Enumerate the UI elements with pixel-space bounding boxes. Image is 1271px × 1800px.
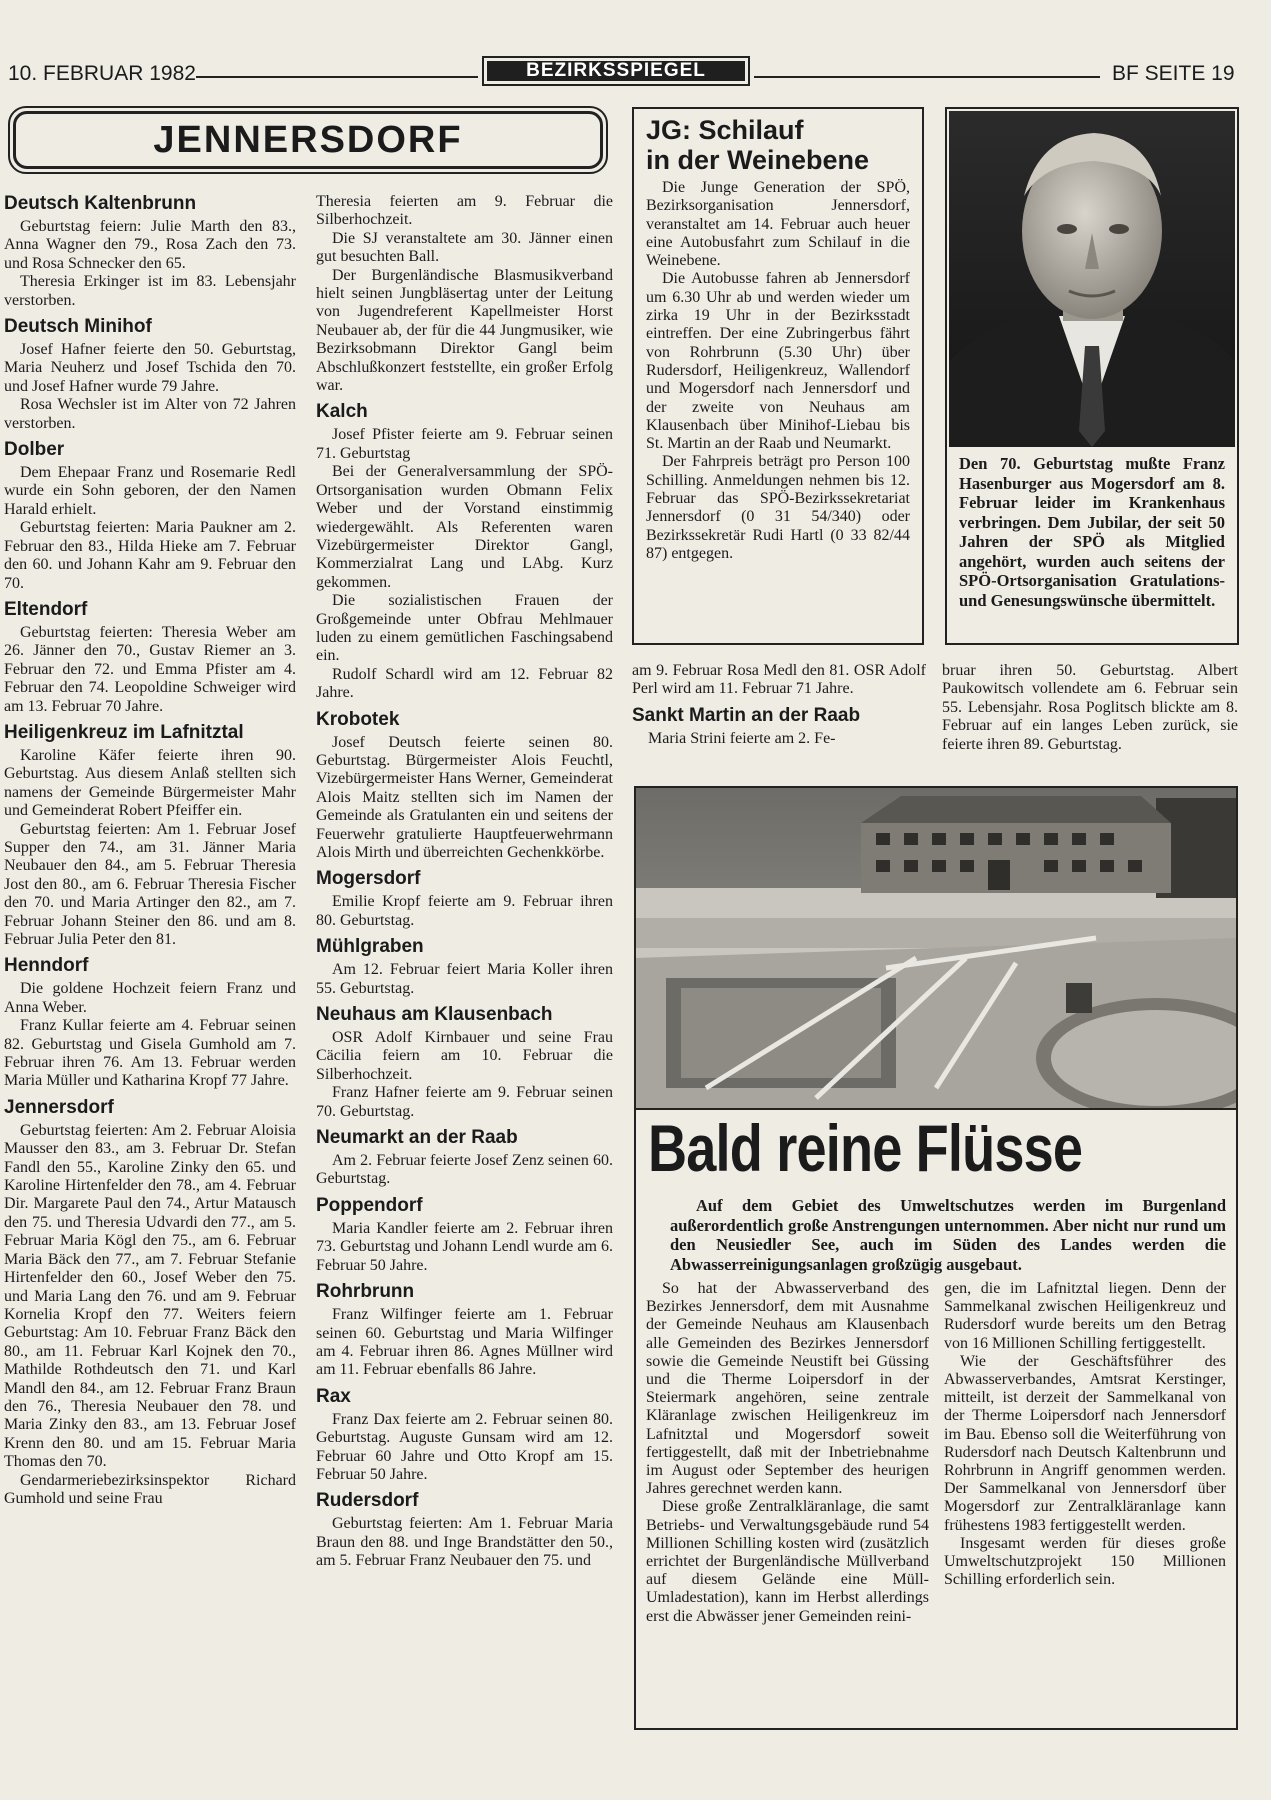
section-banner <box>482 56 750 86</box>
column-3-lower <box>632 662 926 748</box>
paragraph: OSR Adolf Kirnbauer und seine Frau Cäcilia feiern am 10. Februar die Silberhochzeit. <box>316 1029 613 1083</box>
section-heading: Poppendorf <box>316 1194 423 1216</box>
header-date: 10. FEBRUAR 1982 <box>8 62 196 85</box>
section-heading: Mogersdorf <box>316 868 421 890</box>
section-heading: Rax <box>316 1385 351 1407</box>
paragraph: Josef Hafner feierte den 50. Geburtstag, Maria Neuherz und Josef Tschida den 70. und Josef Hafner wurde 79 Jahre. <box>4 341 296 395</box>
column-2 <box>316 193 613 1571</box>
paragraph: Geburtstag feierten: Am 1. Februar Maria Braun den 88. und Inge Brandstätter den 50., am 5. Februar Franz Neubauer den 75. und <box>316 1515 613 1570</box>
paragraph: Dem Ehepaar Franz und Rosemarie Redl wurde ein Sohn geboren, der den Namen Harald erhielt. <box>4 464 296 518</box>
paragraph: Franz Wilfinger feierte am 1. Februar seinen 60. Geburtstag und Maria Wilfinger am 4. Februar ihren 86. Agnes Müllner wird am 11. Februar ebenfalls 86 Jahre. <box>316 1306 613 1379</box>
section-heading: Neuhaus am Klausenbach <box>316 1004 553 1026</box>
section-heading: Krobotek <box>316 708 400 730</box>
paragraph: Insgesamt werden für dieses große Umweltschutzprojekt 150 Millionen Schilling erforderlich sein. <box>944 1534 1226 1589</box>
paragraph: Der Burgenländische Blasmusikverband hielt seinen Jungbläsertag unter der Leitung von Jugendreferent Kapellmeister Horst Neubauer ab, der für die 44 Jungmusiker, wie Bezirksobmann Direktor Gangl beim Abschlußkonzert feststellte, ein großer Erfolg war. <box>316 266 613 395</box>
section-heading: Kalch <box>316 401 368 423</box>
paragraph: gen, die im Lafnitztal liegen. Denn der Sammelkanal zwischen Heiligenkreuz und Rudersdorf wurde bereits um den Betrag von 16 Millionen Schilling fertiggestellt. <box>944 1280 1226 1352</box>
header-rule-right <box>754 76 1100 78</box>
jg-body <box>646 179 910 563</box>
portrait-man-image <box>949 111 1235 447</box>
column-1 <box>4 193 296 1508</box>
paragraph: Franz Dax feierte am 2. Februar seinen 80. Geburtstag. Auguste Gunsam wird am 12. Februar 60 Jahre und Otto Kropf am 15. Februar 50 Jahre. <box>316 1410 613 1483</box>
paragraph: Die Junge Generation der SPÖ, Bezirksorganisation Jennersdorf, veranstaltet am 14. Februar auch heuer eine Autobusfahrt zum Schilauf in die Weinebene. <box>646 179 910 270</box>
paragraph: Die Autobusse fahren ab Jennersdorf um 6.30 Uhr ab und werden wieder um zirka 19 Uhr in der Bezirksstadt eintreffen. Der eine Zubringerbus fährt von Rohrbrunn (5.30 Uhr) über Rudersdorf, Heiligenkreuz, Wallendorf und Mogersdorf nach Jennersdorf und der zweite von Neuhaus am Klausenbach über Minihof-Liebau bis St. Martin an der Raab und Neumarkt. <box>646 270 910 453</box>
paragraph: Geburtstag feierten: Am 2. Februar Aloisia Mausser den 83., am 3. Februar Dr. Stefan Fandl den 55., Karoline Zinky den 65. und Karoline Hirtenfelder den 78., am 4. Februar Dir. Margarete Paul den 74., Artur Matausch den 75. und Theresia Udvardi den 77., am 5. Februar Maria Kögl den 75., am 6. Februar Maria Bäck den 77., am 7. Februar Stefanie Hirtenfelder den 60., Josef Weber den 75. und Maria Lang den 76. und am 9. Februar Kornelia Kropf den 77. Weiters feiern Geburtstag: Am 10. Februar Franz Bäck den 80., am 11. Februar Karl Kojnek den 70., Mathilde Rothdeutsch den 71. und Karl Mandl den 84., am 12. Februar Franz Braun den 76., Theresia Neubauer den 78. und Maria Zinky den 83., am 13. Februar Josef Krenn den 80. und am 15. Februar Maria Thomas den 70. <box>4 1121 296 1471</box>
section-heading: Eltendorf <box>4 598 88 620</box>
paragraph: Der Fahrpreis beträgt pro Person 100 Schilling. Anmeldungen nehmen bis 12. Februar das SPÖ-Bezirkssekretariat Jennersdorf (0 31 54/340) oder Bezirkssekretär Rudi Hartl (0 33 82/44 87) entgegen. <box>646 453 910 562</box>
section-heading: Rohrbrunn <box>316 1281 415 1303</box>
section-heading: Neumarkt an der Raab <box>316 1127 518 1149</box>
portrait-photo <box>949 111 1235 447</box>
article-column-right <box>944 1280 1226 1589</box>
portrait-box <box>945 107 1239 645</box>
treatment-plant-photo <box>634 786 1238 1110</box>
paragraph: Josef Deutsch feierte seinen 80. Geburtstag. Bürgermeister Alois Feuchtl, Vizebürgermeister Hans Werner, Gemeinderat Alois Maitz stellten sich im Namen der Gemeinde als Gratulanten ein und seitens der Feuerwehr gratulierte Hauptfeuerwehrmann Alois Mirth und überreichten Gechenkkörbe. <box>316 733 613 861</box>
section-heading: Jennersdorf <box>4 1096 114 1118</box>
treatment-plant-image <box>636 788 1236 1108</box>
column-4-lower <box>942 662 1238 754</box>
section-heading: Heiligenkreuz im Lafnitztal <box>4 721 244 743</box>
paragraph: Theresia feierten am 9. Februar die Silberhochzeit. <box>316 193 613 229</box>
section-heading: Mühlgraben <box>316 936 424 958</box>
paragraph: Bei der Generalversammlung der SPÖ-Ortsorganisation wurden Obmann Felix Weber und der Vorstand einstimmig wiedergewählt. Als Referenten waren Vizebürgermeister Direktor Gangl, Kommerzialrat Lang und LAbg. Kurz gekommen. <box>316 463 613 591</box>
header-rule-left <box>196 76 478 78</box>
section-heading: Dolber <box>4 439 65 461</box>
paragraph: Theresia Erkinger ist im 83. Lebensjahr verstorben. <box>4 273 296 309</box>
jg-box <box>632 107 924 645</box>
paragraph: Geburtstag feierten: Maria Paukner am 2. Februar den 83., Hilda Hieke am 7. Februar den 60. und Johann Kahr am 9. Februar den 70. <box>4 519 296 592</box>
article-box <box>634 1108 1238 1730</box>
jg-headline-line2: in der Weinebene <box>646 145 870 175</box>
paragraph: Die goldene Hochzeit feiern Franz und Anna Weber. <box>4 980 296 1016</box>
paragraph: Rosa Wechsler ist im Alter von 72 Jahren verstorben. <box>4 396 296 432</box>
jg-headline-line1: JG: Schilauf <box>646 115 804 145</box>
paragraph: Die SJ veranstaltete am 30. Jänner einen gut besuchten Ball. <box>316 229 613 266</box>
article-headline-wrap <box>648 1112 1228 1186</box>
paragraph: Josef Pfister feierte am 9. Februar seinen 71. Geburtstag <box>316 426 613 462</box>
paragraph: Wie der Geschäftsführer des Abwasserverbandes, Amtsrat Kerstinger, mitteilt, ist derzeit der Sammelkanal von der Therme Loipersdorf nach Jennersdorf im Bau. Ebenso soll die Weiterführung von Rudersdorf nach Deutsch Kaltenbrunn und Rohrbrunn in Angriff genommen werden. Der Sammelkanal von Jennersdorf über Mogersdorf zur Zentralkläranlage kann frühestens 1983 fertiggestellt werden. <box>944 1352 1226 1534</box>
article-column-left <box>646 1280 929 1626</box>
section-title: BEZIRKSSPIEGEL <box>487 61 745 81</box>
paragraph: Am 12. Februar feiert Maria Koller ihren 55. Geburtstag. <box>316 961 613 997</box>
paragraph: Maria Strini feierte am 2. Fe- <box>648 729 836 747</box>
page-number: BF SEITE 19 <box>1112 62 1235 85</box>
district-title: JENNERSDORF <box>13 111 603 169</box>
section-heading: Deutsch Minihof <box>4 316 152 338</box>
paragraph: So hat der Abwasserverband des Bezirkes Jennersdorf, dem mit Ausnahme der Gemeinde Neuhaus am Klausenbach alle Gemeinden des Bezirkes Jennersdorf sowie die Gemeinde Neustift bei Güssing und die Therme Loipersdorf in der Steiermark angehören, seine zentrale Kläranlage zwischen Heiligenkreuz im Lafnitztal und Mogersdorf soweit fertiggestellt, daß mit der Inbetriebnahme im August oder September des heurigen Jahres gerechnet werden kann. <box>646 1280 929 1498</box>
portrait-caption: Den 70. Geburtstag mußte Franz Hasenburger aus Mogersdorf am 8. Februar leider im Krankenhaus verbringen. Dem Jubilar, der seit 50 Jahren der SPÖ als Mitglied angehört, wurden auch seitens der SPÖ-Ortsorganisation Gratulations- und Genesungswünsche übermittelt. <box>959 454 1225 610</box>
paragraph: Maria Kandler feierte am 2. Februar ihren 73. Geburtstag und Johann Lendl wurde am 6. Februar 50 Jahre. <box>316 1219 613 1274</box>
jg-headline <box>646 115 910 175</box>
article-lead: Auf dem Gebiet des Umweltschutzes werden im Burgenland außerordentlich große Anstrengungen unternommen. Aber nicht nur rund um den Neusiedler See, auch im Süden des Landes werden die Abwasserreinigungsanlagen großzügig ausgebaut. <box>670 1196 1226 1274</box>
paragraph: Emilie Kropf feierte am 9. Februar ihren 80. Geburtstag. <box>316 893 613 929</box>
paragraph: Am 2. Februar feierte Josef Zenz seinen 60. Geburtstag. <box>316 1152 613 1188</box>
paragraph: Franz Hafner feierte am 9. Februar seinen 70. Geburtstag. <box>316 1084 613 1120</box>
paragraph: Diese große Zentralkläranlage, die samt Betriebs- und Verwaltungsgebäude rund 54 Millionen Schilling kosten wird (zusätzlich errichtet der Burgenländische Müllverband auf diesem Gelände eine Müll-Umladestation), kann im Herbst allerdings erst die Abwässer jener Gemeinden reini- <box>646 1498 929 1625</box>
paragraph: Geburtstag feierten: Theresia Weber am 26. Jänner den 70., Gustav Riemer an 3. Februar den 72. und Emma Pfister am 4. Februar den 74. Leopoldine Schweiger wird am 13. Februar 70 Jahre. <box>4 623 296 715</box>
article-headline: Bald reine Flüsse <box>648 1111 1083 1185</box>
section-heading: Deutsch Kaltenbrunn <box>4 193 197 214</box>
paragraph: Karoline Käfer feierte ihren 90. Geburtstag. Aus diesem Anlaß stellten sich namens der Gemeinde Bürgermeister Mahr und Gemeinderat Robert Pfeiffer ein. <box>4 746 296 820</box>
paragraph: Geburtstag feiern: Julie Marth den 83., Anna Wagner den 79., Rosa Zach den 73. und Rosa Schnecker den 65. <box>4 218 296 272</box>
paragraph: Rudolf Schardl wird am 12. Februar 82 Jahre. <box>316 665 613 702</box>
section-heading: Rudersdorf <box>316 1490 419 1512</box>
paragraph: Die sozialistischen Frauen der Großgemeinde unter Obfrau Mehlmauer luden zu einem gemütlichen Faschingsabend ein. <box>316 592 613 665</box>
district-title-box <box>8 106 608 174</box>
paragraph: Gendarmeriebezirksinspektor Richard Gumhold und seine Frau <box>4 1471 296 1507</box>
paragraph: Franz Kullar feierte am 4. Februar seinen 82. Geburtstag und Gisela Gumhold am 7. Februar ihren 76. Am 13. Februar werden Maria Müller und Katharina Kropf 77 Jahre. <box>4 1017 296 1090</box>
paragraph: am 9. Februar Rosa Medl den 81. OSR Adolf Perl wird am 11. Februar 71 Jahre. <box>632 662 926 698</box>
section-heading: Henndorf <box>4 955 89 977</box>
paragraph: Geburtstag feierten: Am 1. Februar Josef Supper den 74., am 31. Jänner Maria Neubauer den 84., am 5. Februar Theresia Jost den 80., am 6. Februar Theresia Fischer den 70. und Maria Artinger den 82., am 7. Februar Johann Steiner den 86. und am 8. Februar Julia Peter den 81. <box>4 820 296 948</box>
paragraph: bruar ihren 50. Geburtstag. Albert Paukowitsch vollendete am 6. Februar sein 55. Lebensjahr. Rosa Poglitsch blickte am 8. Februar auf ein langes Leben zurück, sie feierte ihren 89. Geburtstag. <box>942 662 1238 753</box>
section-heading: Sankt Martin an der Raab <box>632 704 861 726</box>
